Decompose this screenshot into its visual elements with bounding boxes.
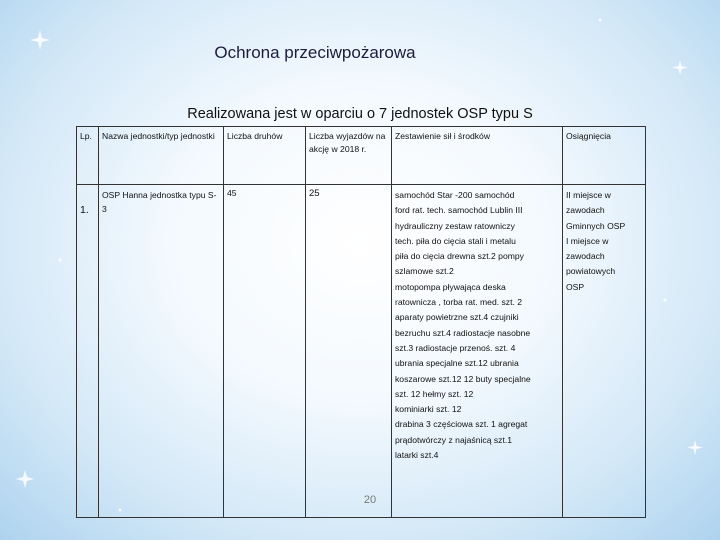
page-number: 20	[363, 494, 377, 506]
resource-line: ratownicza , torba rat. med. szt. 2	[395, 297, 523, 308]
achievement-line: OSP	[566, 281, 585, 292]
resource-line: bezruchu szt.4 radiostacje nasobne	[395, 327, 531, 338]
row-unit-name: OSP Hanna jednostka typu S-3	[99, 185, 224, 518]
header-trips: Liczba wyjazdów na akcję w 2018 r.	[306, 127, 392, 185]
row-trips: 25	[306, 185, 392, 518]
resource-line: piła do cięcia drewna szt.2 pompy	[395, 251, 524, 262]
header-members: Liczba druhów	[224, 127, 306, 185]
resource-line: ubrania specjalne szt.12 ubrania	[395, 358, 519, 369]
table-row	[77, 185, 646, 518]
row-lp-cell	[77, 185, 99, 518]
resource-line: koszarowe szt.12 12 buty specjalne	[395, 373, 531, 384]
resource-line: szt.3 radiostacje przenoś. szt. 4	[395, 342, 516, 353]
achievement-line: II miejsce w	[566, 190, 611, 200]
achievement-line: I miejsce w	[566, 235, 609, 246]
header-achievements: Osiągnięcia	[563, 127, 646, 185]
sparkle-icon	[30, 30, 50, 50]
sparkle-icon	[58, 258, 61, 261]
row-members: 45	[224, 185, 306, 518]
achievement-line: powiatowych	[566, 266, 616, 277]
table-header-row	[77, 127, 646, 185]
sparkle-icon	[672, 60, 688, 75]
resource-line: ford rat. tech. samochód Lublin III	[395, 205, 523, 216]
resource-line: hydrauliczny zestaw ratowniczy	[395, 220, 515, 231]
sparkle-icon	[687, 440, 703, 455]
sparkle-icon	[663, 298, 666, 301]
osp-units-table	[76, 126, 646, 518]
resource-line: motopompa pływająca deska	[395, 281, 506, 292]
resource-line: prądotwórczy z najaśnicą szt.1	[395, 434, 513, 445]
resource-line: szlamowe szt.2	[395, 266, 454, 277]
header-resources: Zestawienie sił i środków	[392, 127, 563, 185]
header-unit-name: Nazwa jednostki/typ jednostki	[99, 127, 224, 185]
achievement-line: zawodach	[566, 251, 605, 262]
resource-line: kominiarki szt. 12	[395, 404, 462, 415]
sparkle-icon	[599, 19, 602, 22]
page-subtitle: Realizowana jest w oparciu o 7 jednostek OSP typu S	[187, 106, 533, 122]
resource-line: drabina 3 częściowa szt. 1 agregat	[395, 419, 528, 430]
row-achievements	[563, 185, 646, 518]
achievement-line: Gminnych OSP	[566, 220, 626, 231]
achievement-line: zawodach	[566, 205, 605, 216]
resource-line: aparaty powietrzne szt.4 czujniki	[395, 312, 519, 323]
row-lp: 1.	[80, 204, 89, 216]
row-resources	[392, 185, 563, 518]
resource-line: samochód Star -200 samochód	[395, 190, 515, 200]
sparkle-icon	[16, 470, 34, 488]
header-lp: Lp.	[77, 127, 99, 185]
resource-line: szt. 12 hełmy szt. 12	[395, 388, 474, 399]
resource-line: latarki szt.4	[395, 450, 439, 461]
page-title: Ochrona przeciwpożarowa	[214, 43, 416, 62]
resource-line: tech. piła do cięcia stali i metalu	[395, 235, 516, 246]
